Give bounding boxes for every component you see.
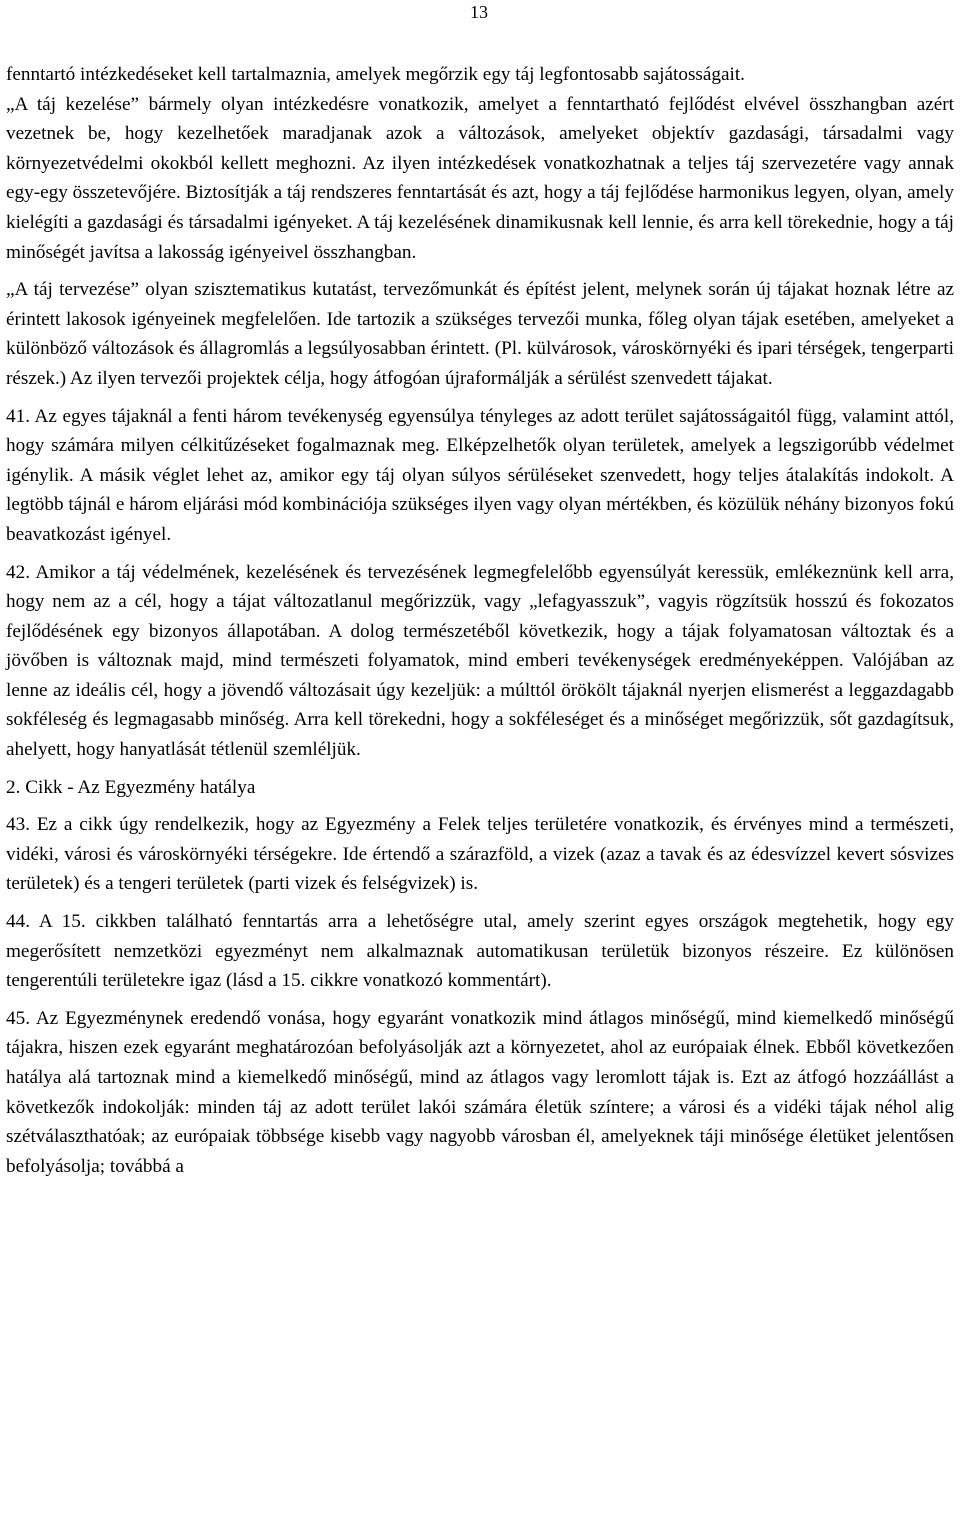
paragraph-45: 45. Az Egyezménynek eredendő vonása, hogy egyaránt vonatkozik mind átlagos minőségű, mind kiemelkedő minőségű tájakra, hiszen ezek egyaránt meghatározóan befolyásolják azt a környezetet, ahol az európaiak élnek. Ebből következően hatálya alá tartoznak mind a kiemelkedő minőségű, mind az átlagos vagy leromlott tájak is. Ezt az átfogó hozzáállást a következők indokolják: minden táj az adott terület lakói számára életük színtere; a városi és a vidéki tájak néhol alig szétválaszthatóak; az európaiak többsége kisebb vagy nagyobb városban él, amelyeknek táji minősége életüket jelentősen befolyásolja; továbbá a bbox=[6, 1007, 954, 1177]
paragraph-42: 42. Amikor a táj védelmének, kezelésének és tervezésének legmegfelelőbb egyensúlyát keressük, emlékeznünk kell arra, hogy nem az a cél, hogy a tájat változatlanul megőrizzük, vagy „lefagyasszuk”, vagyis rögzítsük hosszú és fokozatos fejlődésének egy bizonyos állapotában. A dolog természetéből következik, hogy a tájak folyamatosan változtak és a jövőben is változnak majd, mind természeti folyamatok, mind emberi tevékenységek eredményeképpen. Valójában az lenne az ideális cél, hogy a jövendő változásait úgy kezeljük: a múlttól örökölt tájaknál nyerjen elismerést a leggazdagabb sokféleség és legmagasabb minőség. Arra kell törekedni, hogy a sokféleséget és a minőséget megőrizzük, sőt gazdagítsuk, ahelyett, hogy hanyatlását tétlenül szemléljük. bbox=[6, 561, 954, 761]
page-number: 13 bbox=[470, 2, 488, 22]
document-body bbox=[6, 60, 954, 1189]
paragraph-landscape-planning: „A táj tervezése” olyan szisztematikus kutatást, tervezőmunkát és építést jelent, melynek során új tájakat hoznak létre az érintett lakosok igényeinek megfelelően. Ide tartozik a szükséges tervezői munka, főleg olyan tájak esetében, amelyeket a különböző változások és állagromlás a legsúlyosabban érintett. (Pl. külvárosok, városkörnyéki és ipari térségek, tengerparti részek.) Az ilyen tervezői projektek célja, hogy átfogóan újraformálják a sérülést szenvedett tájakat. bbox=[6, 279, 954, 389]
paragraph-43: 43. Ez a cikk úgy rendelkezik, hogy az Egyezmény a Felek teljes területére vonatkozik, és érvényes mind a természeti, vidéki, városi és városkörnyéki térségekre. Ide értendő a szárazföld, a vizek (azaz a tavak és az édesvízzel kevert sósvizes területek) és a tengeri területek (parti vizek és felségvizek) is. bbox=[6, 814, 954, 895]
paragraph-landscape-management: „A táj kezelése” bármely olyan intézkedésre vonatkozik, amelyet a fenntartható fejlődést elvével összhangban azért vezetnek be, hogy kezelhetőek maradjanak azok a változások, amelyeket objektív gazdasági, társadalmi vagy környezetvédelmi okokból kellett meghozni. Az ilyen intézkedések vonatkozhatnak a teljes táj szervezetére vagy annak egy-egy összetevőjére. Biztosítják a táj rendszeres fenntartását és azt, hogy a táj fejlődése harmonikus legyen, olyan, amely kielégíti a gazdasági és társadalmi igényeket. A táj kezelésének dinamikusnak kell lennie, és arra kell törekednie, hogy a táj minőségét javítsa a lakosság igényeivel összhangban. bbox=[6, 93, 954, 263]
paragraph-41: 41. Az egyes tájaknál a fenti három tevékenység egyensúlya tényleges az adott terület sajátosságaitól függ, valamint attól, hogy számára milyen célkitűzéseket fogalmaznak meg. Elképzelhetők olyan területek, amelyek a legszigorúbb védelmet igénylik. A másik véglet lehet az, amikor egy táj olyan súlyos sérüléseket szenvedett, hogy teljes átalakítás indokolt. A legtöbb tájnál e három eljárási mód kombinációja szükséges ilyen vagy olyan mértékben, és közülük néhány bizonyos fokú beavatkozást igényel. bbox=[6, 405, 954, 545]
section-heading-article-2: 2. Cikk - Az Egyezmény hatálya bbox=[6, 776, 256, 798]
paragraph-continuation: fenntartó intézkedéseket kell tartalmaznia, amelyek megőrzik egy táj legfontosabb sajátosságait. bbox=[6, 64, 745, 85]
paragraph-44: 44. A 15. cikkben található fenntartás arra a lehetőségre utal, amely szerint egyes országok megtehetik, hogy egy megerősített nemzetközi egyezményt nem alkalmaznak automatikusan területük bizonyos részeire. Ez különösen tengerentúli területekre igaz (lásd a 15. cikkre vonatkozó kommentárt). bbox=[6, 911, 954, 992]
